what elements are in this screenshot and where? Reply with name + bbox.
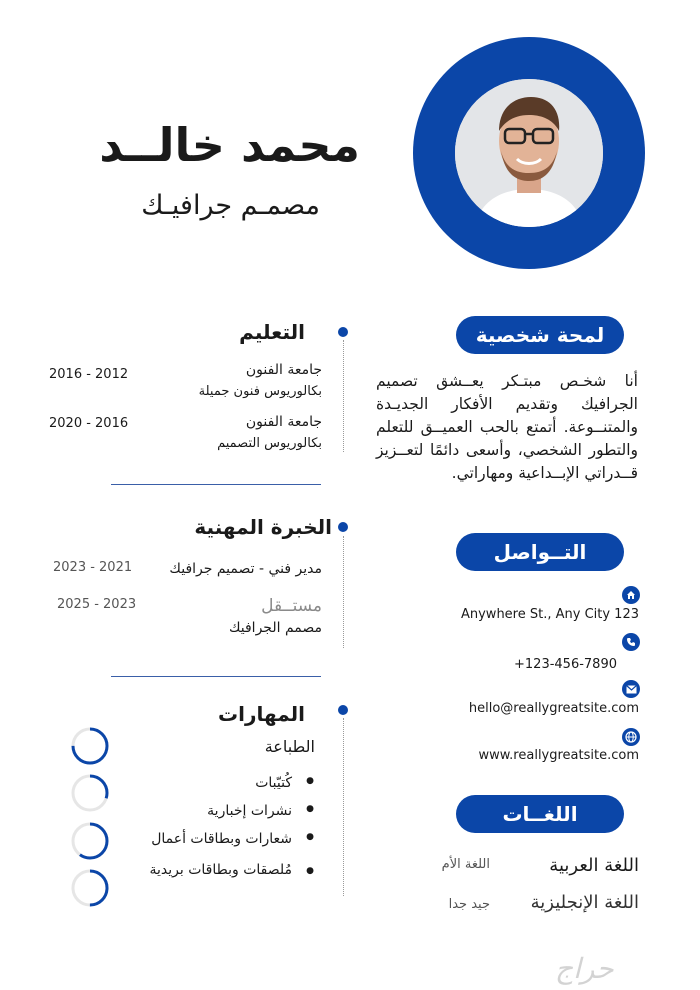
timeline-line (343, 536, 344, 648)
education-degree: بكالوريوس فنون جميلة (198, 384, 322, 399)
timeline-dot (338, 522, 348, 532)
contact-address: Anywhere St., Any City 123 (460, 607, 639, 622)
divider (111, 484, 321, 485)
skill-level-ring (70, 773, 110, 813)
globe-icon (622, 728, 640, 746)
experience-years: 2023 - 2021 (53, 560, 133, 575)
language-level: اللغة الأم (441, 857, 490, 872)
skill-level-ring (70, 726, 110, 766)
education-years: 2016 - 2012 (49, 367, 129, 382)
experience-role: مصمم الجرافيك (228, 620, 322, 636)
skill-level-ring (70, 821, 110, 861)
watermark-logo: حراج (555, 952, 614, 985)
education-degree: بكالوريوس التصميم (217, 436, 322, 451)
timeline-line (343, 340, 344, 452)
person-name: محمد خالــد (99, 118, 360, 172)
timeline-dot (338, 705, 348, 715)
skills-list (147, 775, 292, 881)
contact-heading: التــواصل (456, 533, 624, 571)
skill-item: شعارات وبطاقات أعمال ● (147, 831, 292, 847)
profile-text: أنا شخـص مبتـكر يعــشق تصميم الجرافيك وتقديم الأفكار الجديـدة والمتنــوعة. أتمتع بالحب العميــق للتعلم والتطور الشخصي، وأسعى دائمًا لتعــزيز قــدراتي الإبــداعية ومهاراتي. (376, 372, 638, 482)
experience-years: 2025 - 2023 (57, 597, 137, 612)
experience-heading: الخبرة المهنية (194, 515, 332, 539)
education-school: جامعة الفنون (245, 362, 322, 378)
languages-heading: اللغــات (456, 795, 624, 833)
experience-role-faded: مستــقل (261, 596, 322, 616)
skill-item: مُلصقات وبطاقات بريدية ● (147, 859, 292, 881)
education-years: 2020 - 2016 (49, 416, 129, 431)
language-name: اللغة الإنجليزية (530, 892, 639, 913)
experience-role: مدير فني - تصميم جرافيك (169, 561, 322, 577)
home-icon (622, 586, 640, 604)
contact-email[interactable]: hello@reallygreatsite.com (468, 701, 639, 716)
contact-website[interactable]: www.reallygreatsite.com (478, 748, 639, 763)
skills-subheading: الطباعة (264, 737, 315, 756)
timeline-dot (338, 327, 348, 337)
language-level: جيد جدا (448, 897, 490, 912)
email-icon (622, 680, 640, 698)
education-heading: التعليم (239, 320, 305, 344)
person-job-title: مصمـم جرافيـك (141, 190, 320, 221)
timeline-line (343, 718, 344, 896)
skills-heading: المهارات (218, 702, 305, 726)
divider (111, 676, 321, 677)
person-avatar-icon (455, 79, 603, 227)
skill-item: نشرات إخبارية ● (147, 803, 292, 819)
language-name: اللغة العربية (549, 855, 639, 876)
skill-level-ring (70, 868, 110, 908)
contact-phone: +123-456-7890 (514, 657, 617, 672)
education-school: جامعة الفنون (245, 414, 322, 430)
skill-item: كُتيّبات ● (147, 775, 292, 791)
phone-icon (622, 633, 640, 651)
profile-photo (455, 79, 603, 227)
profile-heading: لمحة شخصية (456, 316, 624, 354)
